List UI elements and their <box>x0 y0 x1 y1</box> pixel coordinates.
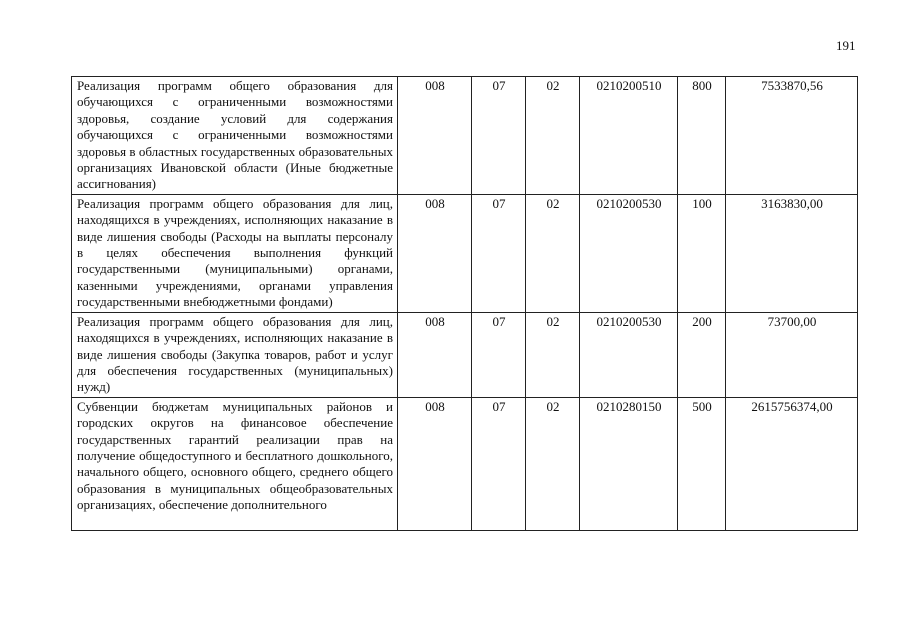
ministry-code: 008 <box>398 312 472 397</box>
target-article-code: 0210280150 <box>580 397 678 530</box>
amount: 73700,00 <box>726 312 858 397</box>
expense-description: Реализация программ общего образования для лиц, находящихся в учреждениях, исполняющих наказание в виде лишения свободы (Закупка товаров, работ и услуг для обеспечения государственных (муниципальных) нужд) <box>72 312 398 397</box>
amount: 7533870,56 <box>726 77 858 195</box>
budget-table <box>71 76 858 531</box>
subsection-code: 02 <box>526 194 580 312</box>
expense-type-code: 500 <box>678 397 726 530</box>
table-row <box>72 77 858 195</box>
section-code: 07 <box>472 397 526 530</box>
amount: 2615756374,00 <box>726 397 858 530</box>
target-article-code: 0210200530 <box>580 194 678 312</box>
table-row <box>72 397 858 530</box>
subsection-code: 02 <box>526 77 580 195</box>
expense-description: Субвенции бюджетам муниципальных районов и городских округов на финансовое обеспечение государственных гарантий реализации прав на получение общедоступного и бесплатного дошкольного, начального общего, основного общего, среднего общего образования в муниципальных общеобразовательных организациях, обеспечение дополнительного <box>72 397 398 530</box>
subsection-code: 02 <box>526 397 580 530</box>
subsection-code: 02 <box>526 312 580 397</box>
expense-type-code: 200 <box>678 312 726 397</box>
expense-type-code: 800 <box>678 77 726 195</box>
table-row <box>72 194 858 312</box>
table-row <box>72 312 858 397</box>
ministry-code: 008 <box>398 77 472 195</box>
section-code: 07 <box>472 77 526 195</box>
amount: 3163830,00 <box>726 194 858 312</box>
expense-description: Реализация программ общего образования для обучающихся с ограниченными возможностями здоровья, создание условий для содержания обучающихся с ограниченными возможностями здоровья в областных государственных образовательных организациях Ивановской области (Иные бюджетные ассигнования) <box>72 77 398 195</box>
ministry-code: 008 <box>398 194 472 312</box>
target-article-code: 0210200510 <box>580 77 678 195</box>
target-article-code: 0210200530 <box>580 312 678 397</box>
ministry-code: 008 <box>398 397 472 530</box>
page-number: 191 <box>836 38 856 53</box>
expense-type-code: 100 <box>678 194 726 312</box>
expense-description: Реализация программ общего образования для лиц, находящихся в учреждениях, исполняющих наказание в виде лишения свободы (Расходы на выплаты персоналу в целях обеспечения выполнения функций государственными (муниципальными) органами, казенными учреждениями, органами управления государственными внебюджетными фондами) <box>72 194 398 312</box>
section-code: 07 <box>472 194 526 312</box>
section-code: 07 <box>472 312 526 397</box>
